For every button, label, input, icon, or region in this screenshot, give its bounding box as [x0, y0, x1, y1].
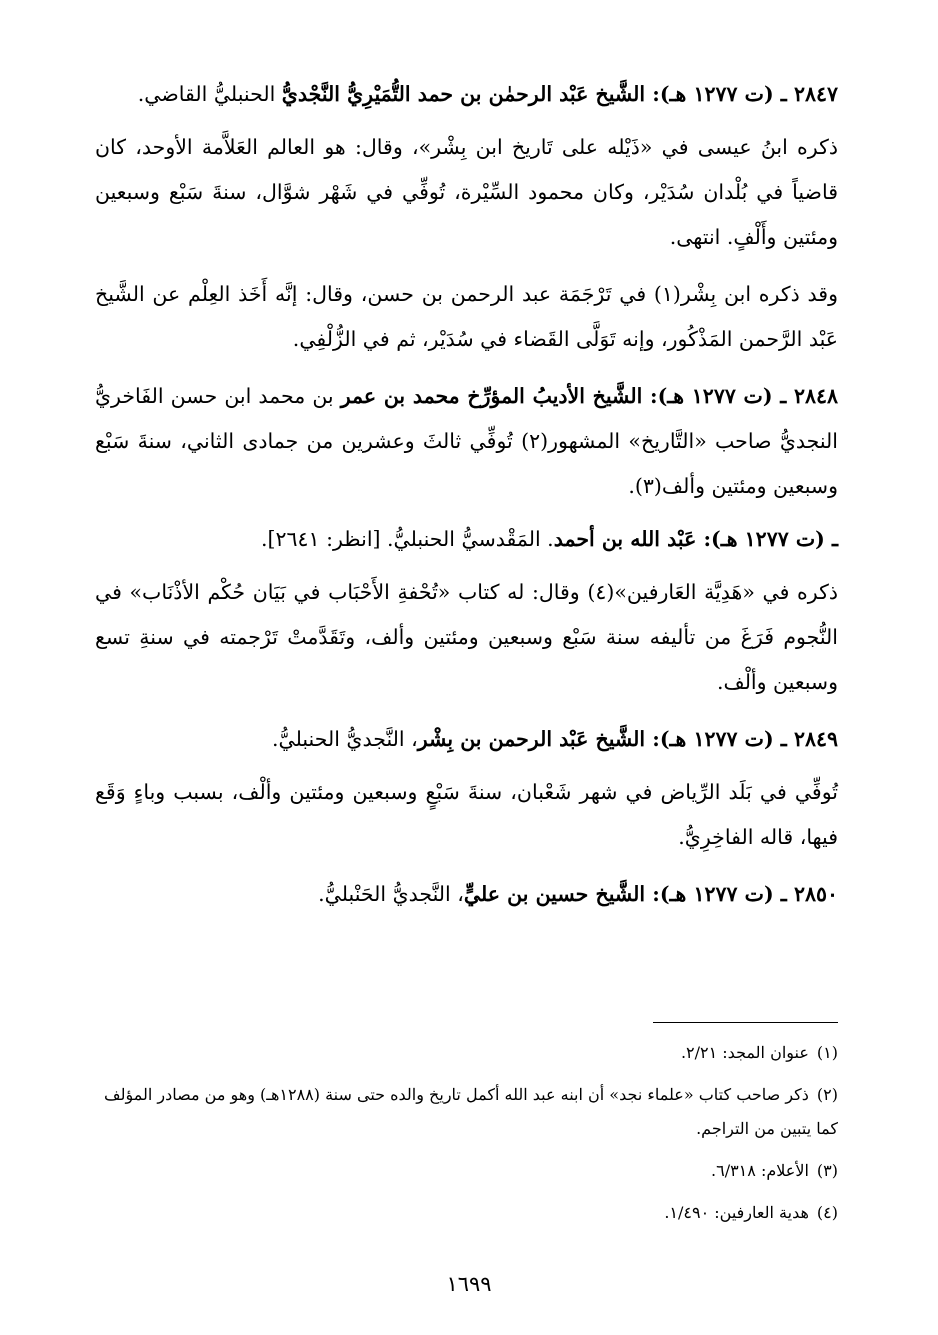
entry-name: الشَّيخ عَبْد الرحمن بن بِشْر	[417, 727, 646, 751]
entry-2849-heading	[95, 717, 838, 762]
entry-unnumbered-heading	[95, 517, 838, 562]
entry-name: عَبْد الله بن أحمد	[553, 527, 697, 551]
footnote-number: (٤)	[816, 1203, 838, 1222]
entry-suffix: ، النَّجديُّ الحَنْبليُّ.	[318, 882, 464, 906]
footnote-1	[95, 1036, 838, 1070]
entry-suffix: ، النَّجديُّ الحنبليُّ.	[271, 727, 418, 751]
entry-name: الشَّيخ حسين بن عليٍّ	[463, 882, 646, 906]
footnote-separator	[653, 1022, 838, 1023]
entry-name: الشَّيخ الأديبُ المؤرِّخ محمد بن عمر	[340, 384, 643, 408]
entry-prefix: ـ (ت ١٢٧٧ هـ):	[696, 527, 838, 551]
footnote-number: (٢)	[816, 1085, 838, 1104]
footnote-3	[95, 1154, 838, 1188]
footnotes	[95, 1036, 838, 1238]
entry-suffix: الحنبليُّ القاضي.	[137, 82, 282, 106]
footnote-4	[95, 1196, 838, 1230]
entry-2849-paragraph: تُوفِّي في بَلَد الرِّياض في شهر شَعْبان، سنةَ سَبْعٍ وسبعين ومئتين وألْف، بسبب وباءٍ وَقَع فيها، قاله الفاخِرِيُّ.	[95, 780, 838, 849]
entry-prefix: ٢٨٤٩ ـ (ت ١٢٧٧ هـ):	[645, 727, 838, 751]
page-number: ١٦٩٩	[446, 1272, 492, 1296]
footnote-number: (٣)	[816, 1161, 838, 1180]
entry-name: الشَّيخ عَبْد الرحمٰن بن حمد التُّمَيْرِيُّ النَّجْديُّ	[281, 82, 646, 106]
entry-2847-heading	[95, 72, 838, 117]
footnote-text: هدية العارفين: ١/٤٩٠.	[664, 1203, 809, 1222]
footnote-text: عنوان المجد: ٢/٢١.	[680, 1043, 809, 1062]
main-text	[95, 72, 838, 925]
entry-prefix: ٢٨٥٠ ـ (ت ١٢٧٧ هـ):	[645, 882, 838, 906]
footnote-2	[95, 1078, 838, 1146]
entry-2848-heading	[95, 374, 838, 509]
entry-suffix: بن محمد ابن حسن الفَاخريُّ النجديُّ صاحب «التَّاريخ» المشهور(٢) تُوفِّي ثالثَ وعشرين من جمادى الثاني، سنةَ سَبْع وسبعين ومئتين وألف(٣).	[95, 384, 838, 498]
entry-suffix: . المَقْدسيُّ الحنبليُّ. [انظر: ٢٦٤١].	[261, 527, 554, 551]
entry-prefix: ٢٨٤٧ ـ (ت ١٢٧٧ هـ):	[645, 82, 838, 106]
entry-unnumbered-paragraph: ذكره في «هَدِيَّة العَارفين»(٤) وقال: له كتاب «تُحْفةِ الأَحْبَاب في بَيَان حُكْم الأذْنَاب» في النُّجوم فَرَغَ من تأليفه سنة سَبْع وسبعين ومئتين وألف، وتَقَدَّمتْ تَرْجمته في سنةِ تسع وسبعين وألْف.	[95, 580, 838, 694]
footnote-number: (١)	[816, 1043, 838, 1062]
footnote-text: الأعلام: ٦/٣١٨.	[711, 1161, 809, 1180]
entry-prefix: ٢٨٤٨ ـ (ت ١٢٧٧ هـ):	[642, 384, 839, 408]
entry-2850-heading	[95, 872, 838, 917]
entry-2847-paragraph-1: ذكره ابنُ عيسى في «ذَيْله على تَاريخ ابن بِشْر»، وقال: هو العالم العَلاَّمة الأوحد، كان قاضياً في بُلْدان سُدَيْر، وكان محمود السِّيْرة، تُوفِّي في شَهْر شوَّال، سنةَ سَبْع وسبعين ومئتين وأَلْفٍ. انتهى.	[95, 135, 838, 249]
entry-2847-paragraph-2: وقد ذكره ابن بِشْر(١) في تَرْجَمَة عبد الرحمن بن حسن، وقال: إنَّه أَخَذ العِلْم عن الشَّيخ عَبْد الرَّحمن المَذْكُور، وإنه تَوَلَّى القَضاء في سُدَيْر، ثم في الزُّلْفِي.	[95, 282, 838, 351]
footnote-text: ذكر صاحب كتاب «علماء نجد» أن ابنه عبد الله أكمل تاريخ والده حتى سنة (١٢٨٨هـ) وهو من مصادر المؤلف كما يتبين من التراجم.	[104, 1085, 838, 1138]
